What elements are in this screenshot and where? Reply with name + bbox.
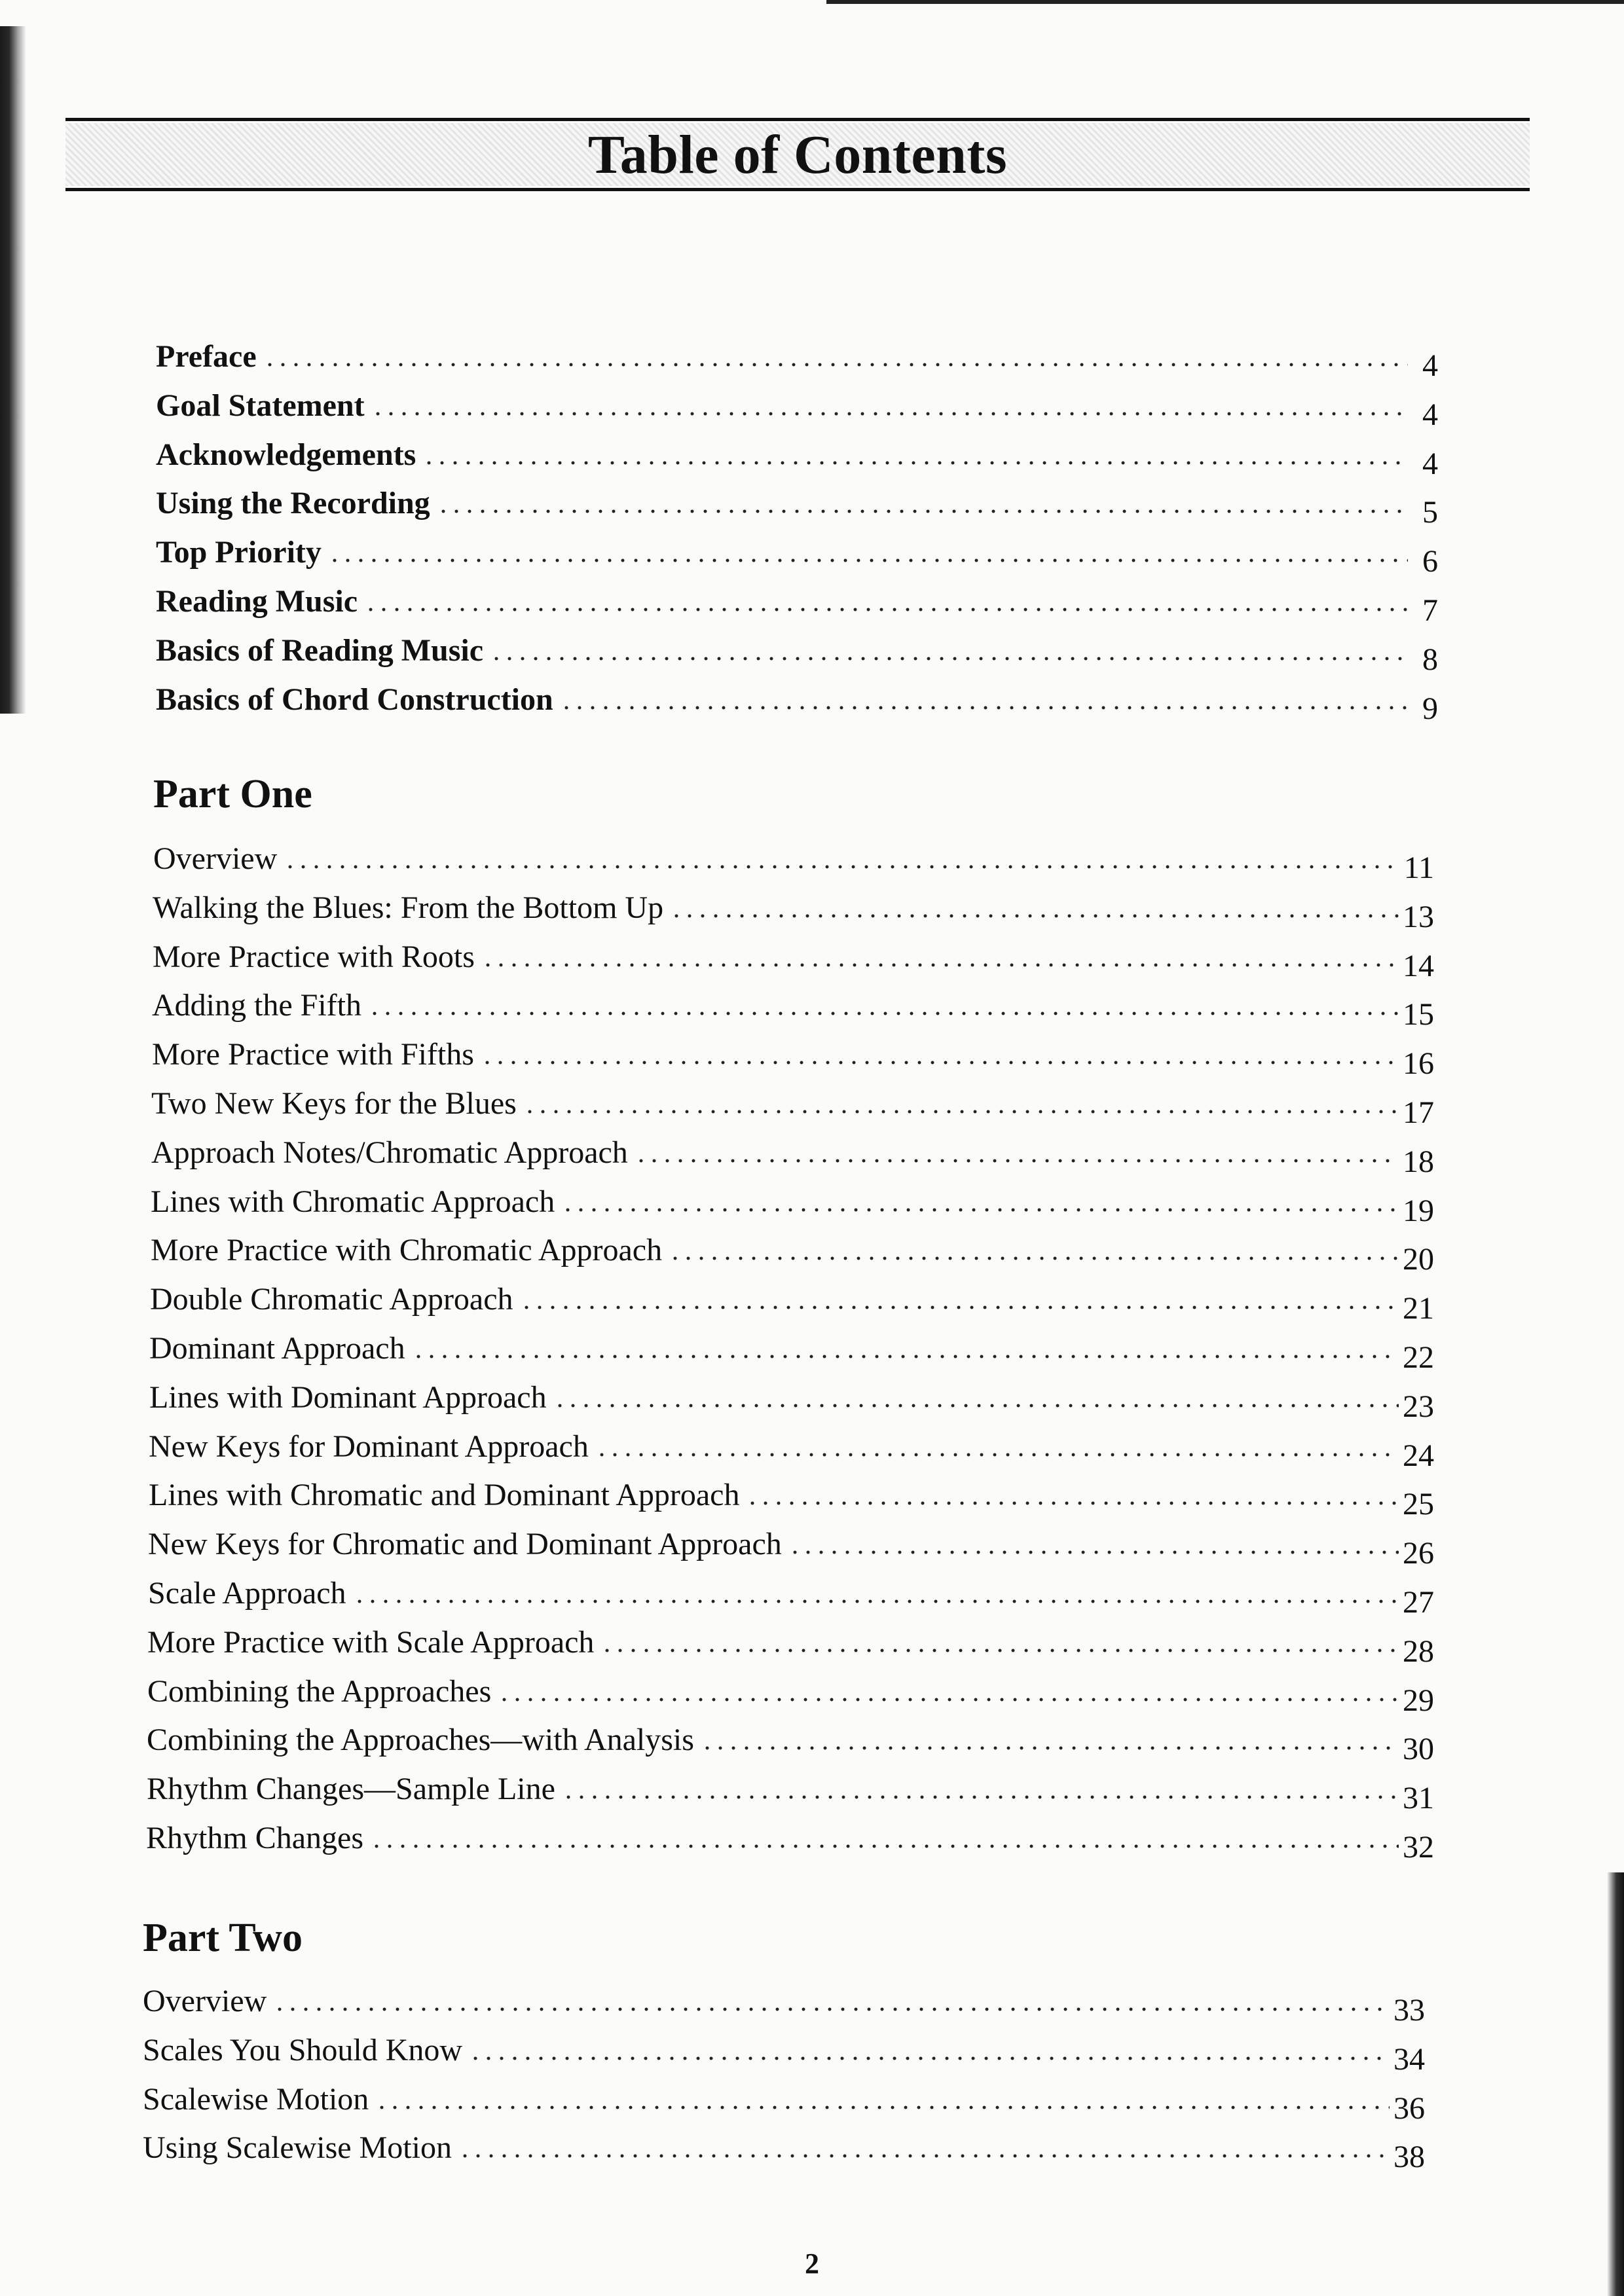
toc-entry-page-number: 6 bbox=[1422, 544, 1438, 579]
toc-entry-page-number: 16 bbox=[1403, 1046, 1434, 1082]
dot-leader bbox=[562, 1795, 1399, 1799]
toc-entry bbox=[153, 877, 1434, 934]
dot-leader bbox=[422, 461, 1408, 465]
toc-entry-page-number: 27 bbox=[1403, 1585, 1434, 1620]
toc-entry-page-number: 11 bbox=[1403, 850, 1434, 885]
dot-leader bbox=[328, 558, 1408, 562]
section-heading-part-one: Part One bbox=[153, 772, 312, 816]
toc-entry bbox=[143, 2020, 1425, 2077]
dot-leader bbox=[375, 2105, 1390, 2109]
toc-entry-title: More Practice with Chromatic Approach bbox=[151, 1233, 663, 1268]
title-banner bbox=[65, 118, 1530, 191]
toc-entry bbox=[153, 828, 1434, 885]
page-title: Table of Contents bbox=[587, 124, 1008, 185]
dot-leader bbox=[469, 2056, 1390, 2060]
dot-leader bbox=[595, 1453, 1399, 1457]
toc-entry-title: Scalewise Motion bbox=[143, 2081, 369, 2117]
toc-entry-title: Rhythm Changes bbox=[146, 1821, 363, 1855]
toc-entry-title: Combining the Approaches bbox=[147, 1673, 492, 1709]
section-heading-part-two: Part Two bbox=[143, 1916, 303, 1960]
toc-entry bbox=[152, 1024, 1434, 1082]
scan-top-edge-rule bbox=[826, 0, 1624, 4]
toc-entry-title: Two New Keys for the Blues bbox=[151, 1086, 517, 1121]
toc-entry-title: Lines with Dominant Approach bbox=[149, 1379, 547, 1415]
toc-entry-page-number: 4 bbox=[1422, 446, 1438, 481]
toc-entry-page-number: 15 bbox=[1403, 997, 1434, 1032]
toc-entry bbox=[151, 1220, 1434, 1277]
toc-entry-page-number: 30 bbox=[1403, 1732, 1434, 1767]
toc-entry bbox=[148, 1563, 1434, 1620]
toc-entry-title: Scale Approach bbox=[148, 1576, 346, 1611]
toc-entry bbox=[156, 620, 1438, 677]
toc-entry-page-number: 26 bbox=[1403, 1536, 1434, 1571]
toc-entry-title: Using Scalewise Motion bbox=[143, 2130, 452, 2166]
dot-leader bbox=[481, 963, 1399, 967]
toc-entry-title: Lines with Chromatic and Dominant Approach bbox=[149, 1478, 740, 1513]
dot-leader bbox=[458, 2154, 1390, 2158]
scan-left-edge-shadow bbox=[0, 26, 26, 714]
toc-entry-title: Overview bbox=[153, 841, 278, 876]
dot-leader bbox=[371, 412, 1408, 416]
toc-entry bbox=[147, 1709, 1434, 1767]
toc-entry-page-number: 31 bbox=[1403, 1781, 1434, 1816]
toc-entry bbox=[148, 1514, 1434, 1571]
toc-entry-page-number: 33 bbox=[1393, 1993, 1425, 2028]
toc-entry-page-number: 29 bbox=[1403, 1683, 1434, 1718]
toc-entry bbox=[156, 375, 1438, 432]
toc-entry bbox=[147, 1758, 1434, 1816]
dot-leader bbox=[520, 1305, 1399, 1309]
toc-entry-page-number: 14 bbox=[1403, 948, 1434, 983]
toc-entry bbox=[149, 1465, 1434, 1522]
dot-leader bbox=[553, 1404, 1399, 1408]
dot-leader bbox=[273, 2007, 1390, 2011]
toc-entry bbox=[156, 326, 1438, 383]
dot-leader bbox=[560, 706, 1408, 710]
toc-entry bbox=[156, 669, 1438, 726]
dot-leader bbox=[523, 1110, 1399, 1114]
toc-entry-title: Preface bbox=[156, 339, 257, 374]
toc-entry-page-number: 23 bbox=[1403, 1389, 1434, 1424]
toc-entry-title: Adding the Fifth bbox=[152, 988, 361, 1023]
toc-entry bbox=[153, 926, 1434, 983]
toc-entry-page-number: 22 bbox=[1403, 1340, 1434, 1375]
toc-entry-title: Combining the Approaches—with Analysis bbox=[147, 1722, 694, 1758]
dot-leader bbox=[490, 657, 1408, 661]
toc-entry bbox=[147, 1661, 1434, 1718]
toc-entry-page-number: 7 bbox=[1422, 593, 1438, 628]
toc-entry-title: Lines with Chromatic Approach bbox=[151, 1184, 555, 1219]
toc-entry bbox=[143, 1971, 1425, 2028]
toc-entry bbox=[149, 1318, 1434, 1375]
toc-entry bbox=[156, 424, 1438, 481]
dot-leader bbox=[368, 1011, 1399, 1015]
scan-right-edge-shadow bbox=[1607, 1872, 1624, 2296]
toc-entry-title: Rhythm Changes—Sample Line bbox=[147, 1772, 555, 1807]
dot-leader bbox=[788, 1550, 1399, 1554]
toc-entry-title: New Keys for Chromatic and Dominant Approach bbox=[148, 1527, 782, 1562]
toc-entry bbox=[156, 473, 1438, 530]
toc-entry-page-number: 21 bbox=[1403, 1291, 1434, 1326]
toc-entry-page-number: 20 bbox=[1403, 1242, 1434, 1277]
toc-entry-title: Approach Notes/Chromatic Approach bbox=[151, 1135, 628, 1170]
toc-entry-title: Scales You Should Know bbox=[143, 2032, 463, 2068]
toc-entry bbox=[147, 1612, 1434, 1669]
toc-entry-page-number: 38 bbox=[1393, 2140, 1425, 2175]
toc-entry bbox=[143, 2069, 1425, 2126]
toc-entry bbox=[151, 1122, 1434, 1179]
dot-leader bbox=[263, 363, 1408, 367]
dot-leader bbox=[701, 1746, 1399, 1750]
toc-entry-page-number: 36 bbox=[1393, 2090, 1425, 2126]
toc-entry-title: Dominant Approach bbox=[149, 1331, 405, 1366]
toc-entry-page-number: 32 bbox=[1403, 1830, 1434, 1865]
dot-leader bbox=[481, 1061, 1399, 1065]
dot-leader bbox=[498, 1698, 1399, 1702]
toc-entry bbox=[152, 975, 1434, 1032]
toc-entry-page-number: 25 bbox=[1403, 1487, 1434, 1522]
dot-leader bbox=[669, 1256, 1399, 1260]
page-number: 2 bbox=[805, 2248, 819, 2280]
toc-entry-page-number: 34 bbox=[1393, 2041, 1425, 2077]
dot-leader bbox=[412, 1355, 1399, 1358]
toc-entry bbox=[156, 571, 1438, 628]
toc-entry-page-number: 9 bbox=[1422, 691, 1438, 726]
toc-entry bbox=[150, 1269, 1434, 1326]
toc-entry-title: Reading Music bbox=[156, 584, 358, 619]
toc-entry-title: Acknowledgements bbox=[156, 437, 416, 472]
toc-entry-page-number: 5 bbox=[1422, 495, 1438, 530]
toc-entry bbox=[151, 1073, 1434, 1130]
toc-entry-title: Basics of Chord Construction bbox=[156, 682, 553, 717]
dot-leader bbox=[437, 509, 1408, 513]
toc-entry-title: Basics of Reading Music bbox=[156, 632, 484, 668]
toc-entry-title: Using the Recording bbox=[156, 486, 430, 521]
toc-entry-title: Walking the Blues: From the Bottom Up bbox=[153, 890, 664, 925]
toc-entry-title: New Keys for Dominant Approach bbox=[149, 1429, 589, 1464]
dot-leader bbox=[284, 865, 1400, 869]
toc-entry bbox=[156, 522, 1438, 579]
toc-entry-title: Overview bbox=[143, 1984, 267, 2018]
toc-entry-page-number: 4 bbox=[1422, 397, 1438, 432]
toc-entry bbox=[146, 1808, 1434, 1865]
toc-entry-page-number: 17 bbox=[1403, 1095, 1434, 1130]
dot-leader bbox=[600, 1649, 1399, 1652]
toc-entry bbox=[149, 1367, 1434, 1424]
dot-leader bbox=[353, 1599, 1399, 1603]
toc-entry bbox=[149, 1416, 1434, 1473]
toc-entry-title: Goal Statement bbox=[156, 388, 365, 423]
toc-entry-page-number: 18 bbox=[1403, 1144, 1434, 1179]
toc-entry-page-number: 28 bbox=[1403, 1633, 1434, 1669]
toc-entry-page-number: 19 bbox=[1403, 1193, 1434, 1228]
dot-leader bbox=[746, 1501, 1399, 1505]
toc-entry bbox=[143, 2117, 1425, 2175]
toc-entry bbox=[151, 1171, 1434, 1228]
toc-entry-title: More Practice with Scale Approach bbox=[147, 1624, 595, 1660]
dot-leader bbox=[561, 1208, 1399, 1212]
toc-entry-title: Top Priority bbox=[156, 535, 322, 570]
dot-leader bbox=[670, 914, 1399, 918]
toc-entry-page-number: 24 bbox=[1403, 1438, 1434, 1473]
toc-entry-page-number: 4 bbox=[1422, 348, 1438, 383]
toc-entry-title: Double Chromatic Approach bbox=[150, 1282, 513, 1317]
toc-entry-page-number: 13 bbox=[1403, 899, 1434, 934]
toc-entry-page-number: 8 bbox=[1422, 642, 1438, 677]
dot-leader bbox=[364, 608, 1408, 611]
dot-leader bbox=[635, 1159, 1399, 1163]
dot-leader bbox=[370, 1844, 1399, 1848]
toc-entry-title: More Practice with Roots bbox=[153, 939, 475, 974]
toc-entry-title: More Practice with Fifths bbox=[152, 1037, 474, 1072]
